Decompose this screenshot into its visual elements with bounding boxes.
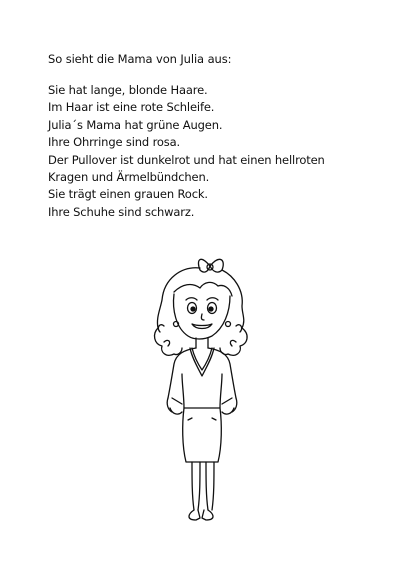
description-line: Kragen und Ärmelbündchen. [48,170,210,185]
mouth [192,324,212,329]
sweater-collar [190,348,214,376]
description-line: Ihre Schuhe sind schwarz. [48,204,195,219]
description-lines [48,82,325,221]
description-line: Sie trägt einen grauen Rock. [48,187,208,202]
hair-bow [198,259,223,272]
description-line: Der Pullover ist dunkelrot und hat einen hellroten [48,152,325,167]
eyes [186,298,218,314]
shoes [189,510,213,520]
worksheet-intro: So sieht die Mama von Julia aus: [48,52,232,66]
description-line: Sie hat lange, blonde Haare. [48,83,208,97]
mama-coloring-figure [138,248,262,530]
description-line: Im Haar ist eine rote Schleife. [48,100,215,115]
description-line: Ihre Ohrringe sind rosa. [48,135,181,150]
hair [155,268,248,356]
earring-right [226,322,231,327]
sweater [168,348,236,408]
description-line: Julia´s Mama hat grüne Augen. [48,117,223,132]
legs [192,462,214,510]
skirt [183,408,222,462]
